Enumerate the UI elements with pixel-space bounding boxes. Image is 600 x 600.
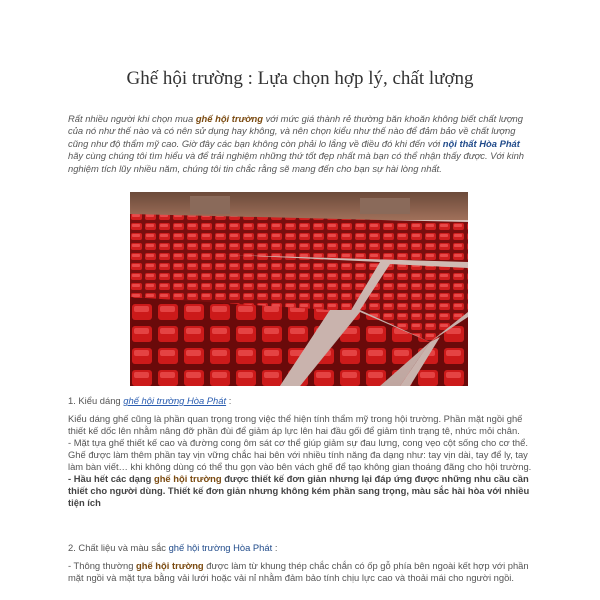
section-2-para-1-rest: được làm từ khung thép chắc chắn có ốp gỗ phía bên ngoài kết hợp với phần mặt ngồi và mặt tựa bằng vải lưới hoặc vải nỉ nhằm đảm bảo tính chịu lực cao và thoải mái cho người ngồi.: [68, 560, 529, 583]
brand-link[interactable]: nội thất Hòa Phát: [442, 137, 520, 149]
intro-paragraph: [68, 113, 532, 175]
section-2-para-1: [68, 560, 532, 584]
section-2-heading-link[interactable]: ghế hội trường Hòa Phát: [168, 542, 273, 553]
section-2-heading-suffix: :: [272, 542, 278, 553]
keyword-link[interactable]: ghế hội trường: [195, 113, 263, 124]
section-2-para-1-prefix: - Thông thường: [68, 560, 137, 571]
section-1-para-3-rest: được thiết kế đơn giản nhưng lại đáp ứng được những nhu cầu cần thiết cho người dùng. Thiết kế đơn giản nhưng không kém phần sang trọng, màu sắc hài hòa với nhiều tiện ích: [68, 473, 530, 508]
intro-text-3: hãy cùng chúng tôi tìm hiểu và để trải nghiệm những thứ tốt đẹp nhất mà bạn có thể nhận thấy được. Với kinh nghiệm tích lũy nhiều năm, chúng tôi tin chắc rằng sẽ mang đến cho bạn sự hài lòng nhất.: [68, 150, 525, 174]
section-2-heading-prefix: 2. Chất liệu và màu sắc: [68, 542, 169, 553]
section-1-para-1: Kiểu dáng ghế cũng là phần quan trọng trong việc thể hiện tính thẩm mỹ trong hội trường. Phần mặt ngồi ghế thiết kế dốc lên nhằm nâng đỡ phần đùi để giảm áp lực lên hai đầu gối để giảm tình trạng tê, nhức mỏi chân.: [68, 413, 523, 436]
auditorium-seats-photo: [130, 192, 468, 386]
section-1-keyword[interactable]: ghế hội trường: [153, 473, 222, 484]
section-1-body: [68, 413, 532, 509]
section-1-para-2: - Mặt tựa ghế thiết kế cao và đường cong ôm sát cơ thể giúp giảm sự đau lưng, cong vẹo cột sống cho cơ thể. Ghế được làm thêm phần tay vịn vững chắc hai bên với nhiều tính năng đa dạng như: tay vịn dài, tay để ly, tay làm bàn viết… khi không dùng có thể thu gọn vào bên vách ghế để tạo không gian thoáng đãng cho hội trường.: [68, 437, 532, 472]
page-title: Ghế hội trường : Lựa chọn hợp lý, chất lượng: [126, 68, 474, 89]
section-1-heading-suffix: :: [226, 395, 232, 406]
intro-text-2: với mức giá thành rẻ thường băn khoăn không biết chất lượng của nó như thế nào và có nên sử dụng hay không, và nên chọn kiểu như thế nào để đảm bảo về chất lượng cũng như độ thẩm mỹ cao. Giờ đây các bạn không còn phải lo lắng về điều đó khi đến với: [68, 113, 523, 149]
section-1-para-3: [68, 473, 532, 509]
section-2-keyword[interactable]: ghế hội trường: [136, 560, 204, 571]
section-2-heading: [68, 542, 532, 554]
section-1-heading-prefix: 1. Kiểu dáng: [68, 395, 124, 406]
section-1-para-3-prefix: - Hầu hết các dạng: [68, 473, 154, 484]
section-1-heading: [68, 395, 532, 407]
intro-text-1: Rất nhiều người khi chọn mua: [68, 113, 196, 124]
section-1-heading-link[interactable]: ghế hội trường Hòa Phát: [123, 395, 227, 406]
